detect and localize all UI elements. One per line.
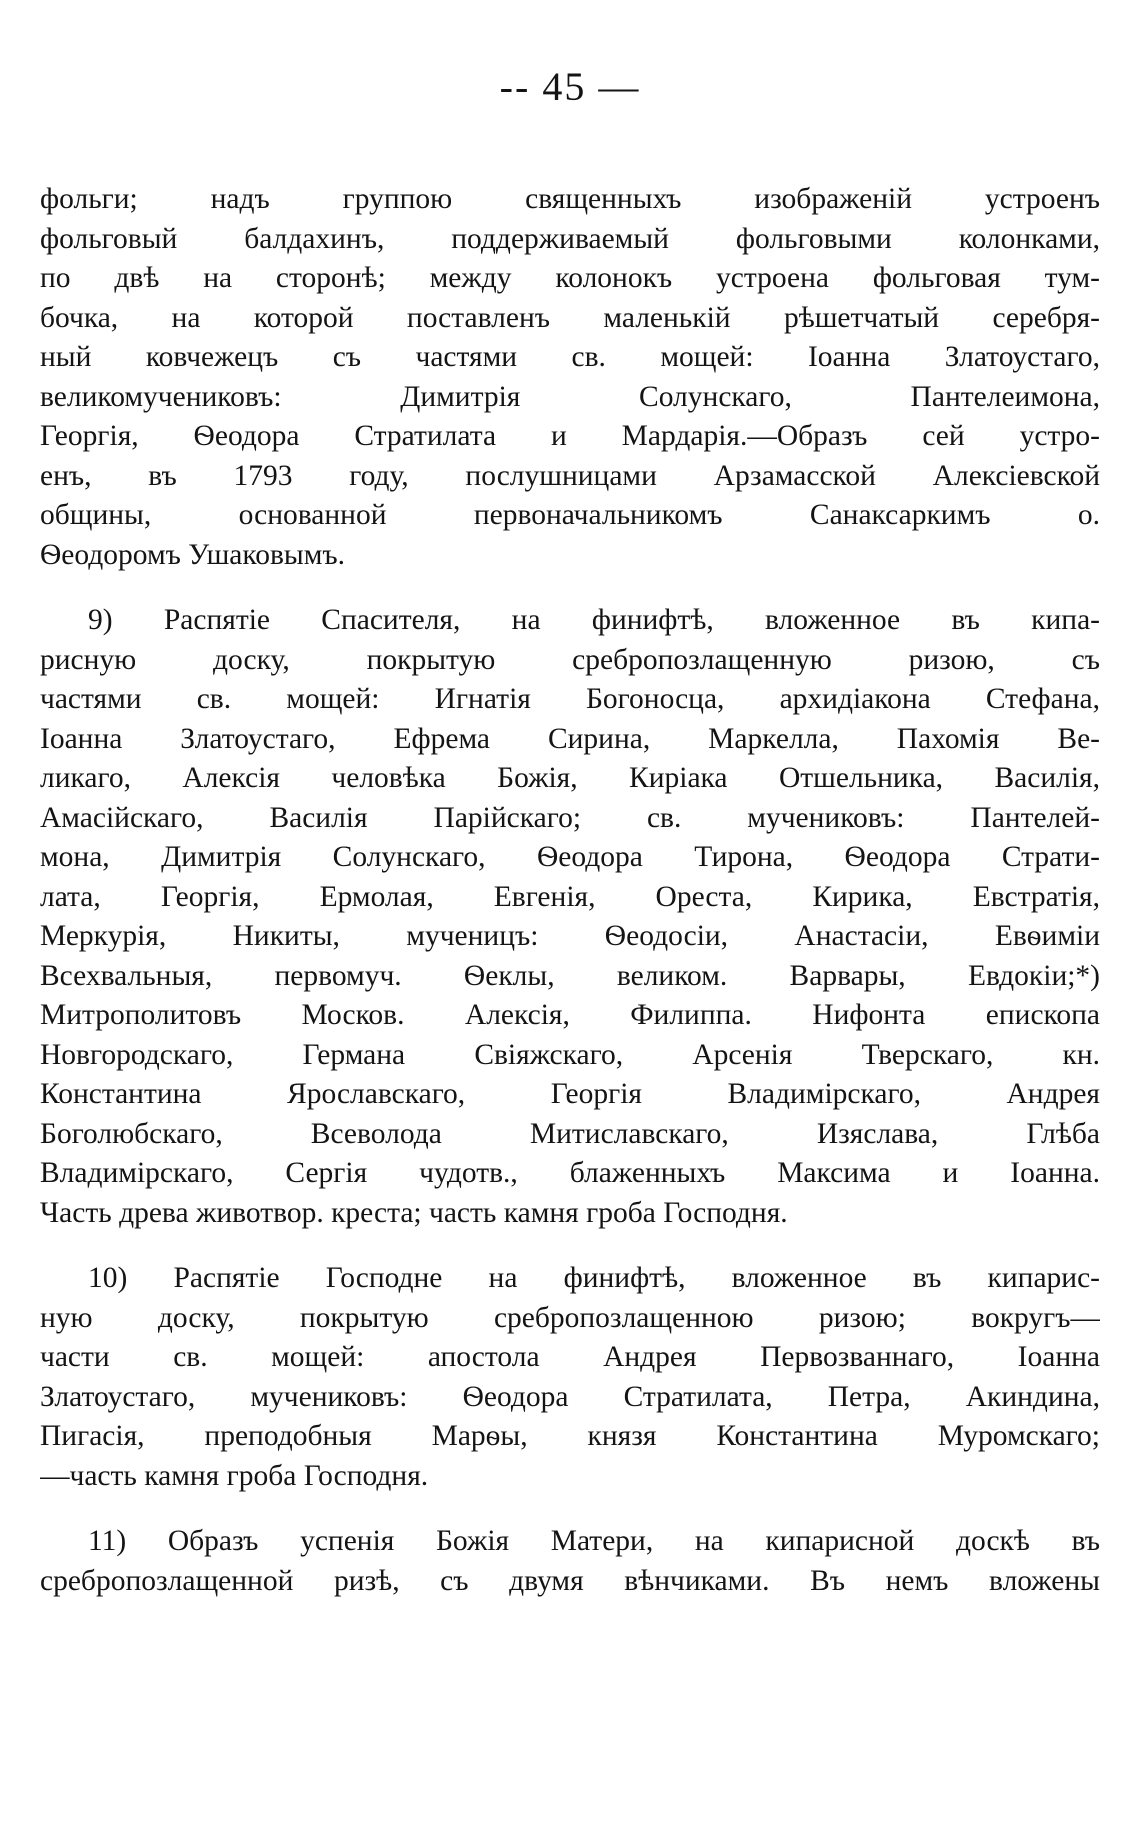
text-line: части св. мощей: апостола Андрея Первозваннаго, Іоанна bbox=[40, 1341, 1100, 1373]
text-line: 9) Распятіе Спасителя, на финифтѣ, вложенное въ кипа- bbox=[88, 604, 1100, 636]
text-line: Пигасія, преподобныя Марѳы, князя Константина Муромскаго; bbox=[40, 1420, 1100, 1452]
text-line: Новгородскаго, Германа Свіяжскаго, Арсенія Тверскаго, кн. bbox=[40, 1038, 1100, 1071]
text-line: ную доску, покрытую сребропозлащенною ризою; вокругъ— bbox=[40, 1301, 1100, 1334]
text-line: —часть камня гроба Господня. bbox=[40, 1459, 429, 1492]
text-line: фольги; надъ группою священныхъ изображеній устроенъ bbox=[40, 183, 1100, 215]
paragraph bbox=[40, 180, 1100, 575]
text-line: Часть древа животвор. креста; часть камня гроба Господня. bbox=[40, 1196, 788, 1229]
body-text bbox=[40, 180, 1100, 1601]
book-page bbox=[40, 0, 1100, 1827]
text-line: ный ковчежецъ съ частями св. мощей: Іоанна Златоустаго, bbox=[40, 341, 1100, 373]
text-line: рисную доску, покрытую сребропозлащенную ризою, съ bbox=[40, 643, 1100, 676]
text-line: лата, Георгія, Ермолая, Евгенія, Ореста, Кирика, Евстратія, bbox=[40, 880, 1100, 913]
text-line: Златоустаго, мучениковъ: Ѳеодора Стратилата, Петра, Акиндина, bbox=[40, 1380, 1100, 1413]
paragraph bbox=[40, 1522, 1100, 1601]
text-line: мона, Димитрія Солунскаго, Ѳеодора Тирона, Ѳеодора Страти- bbox=[40, 841, 1100, 873]
text-line: бочка, на которой поставленъ маленькій рѣшетчатый серебря- bbox=[40, 301, 1100, 334]
text-line: Меркурія, Никиты, мученицъ: Ѳеодосіи, Анастасіи, Евѳиміи bbox=[40, 920, 1100, 952]
text-line: Митрополитовъ Москов. Алексія, Филиппа. Нифонта епископа bbox=[40, 999, 1100, 1031]
paragraph bbox=[40, 601, 1100, 1233]
text-line: ликаго, Алексія человѣка Божія, Киріака Отшельника, Василія, bbox=[40, 762, 1100, 794]
text-line: сребропозлащенной ризѣ, съ двумя вѣнчиками. Въ немъ вложены bbox=[40, 1564, 1100, 1597]
text-line: Іоанна Златоустаго, Ефрема Сирина, Маркелла, Пахомія Ве- bbox=[40, 722, 1100, 755]
text-line: Боголюбскаго, Всеволода Митиславскаго, Изяслава, Глѣба bbox=[40, 1117, 1100, 1150]
text-line: Константина Ярославскаго, Георгія Владимірскаго, Андрея bbox=[40, 1078, 1100, 1110]
text-line: по двѣ на сторонѣ; между колонокъ устроена фольговая тум- bbox=[40, 262, 1100, 294]
text-line: частями св. мощей: Игнатія Богоносца, архидіакона Стефана, bbox=[40, 683, 1100, 715]
text-line: 11) Образъ успенія Божія Матери, на кипарисной доскѣ въ bbox=[88, 1525, 1100, 1557]
paragraph bbox=[40, 1259, 1100, 1496]
page-number: -- 45 — bbox=[499, 64, 641, 109]
text-line: 10) Распятіе Господне на финифтѣ, вложенное въ кипарис- bbox=[88, 1262, 1100, 1294]
text-line: енъ, въ 1793 году, послушницами Арзамасской Алексіевской bbox=[40, 459, 1100, 492]
text-line: великомучениковъ: Димитрія Солунскаго, Пантелеимона, bbox=[40, 380, 1100, 413]
text-line: фольговый балдахинъ, поддерживаемый фольговыми колонками, bbox=[40, 222, 1100, 255]
text-line: Всехвальныя, первомуч. Ѳеклы, великом. Варвары, Евдокіи;*) bbox=[40, 959, 1100, 992]
text-line: Амасійскаго, Василія Парійскаго; св. мучениковъ: Пантелей- bbox=[40, 801, 1100, 834]
text-line: общины, основанной первоначальникомъ Санаксаркимъ о. bbox=[40, 499, 1100, 531]
text-line: Владимірскаго, Сергія чудотв., блаженныхъ Максима и Іоанна. bbox=[40, 1157, 1100, 1189]
text-line: Георгія, Ѳеодора Стратилата и Мардарія.—Образъ сей устро- bbox=[40, 420, 1100, 452]
text-line: Ѳеодоромъ Ушаковымъ. bbox=[40, 538, 346, 571]
